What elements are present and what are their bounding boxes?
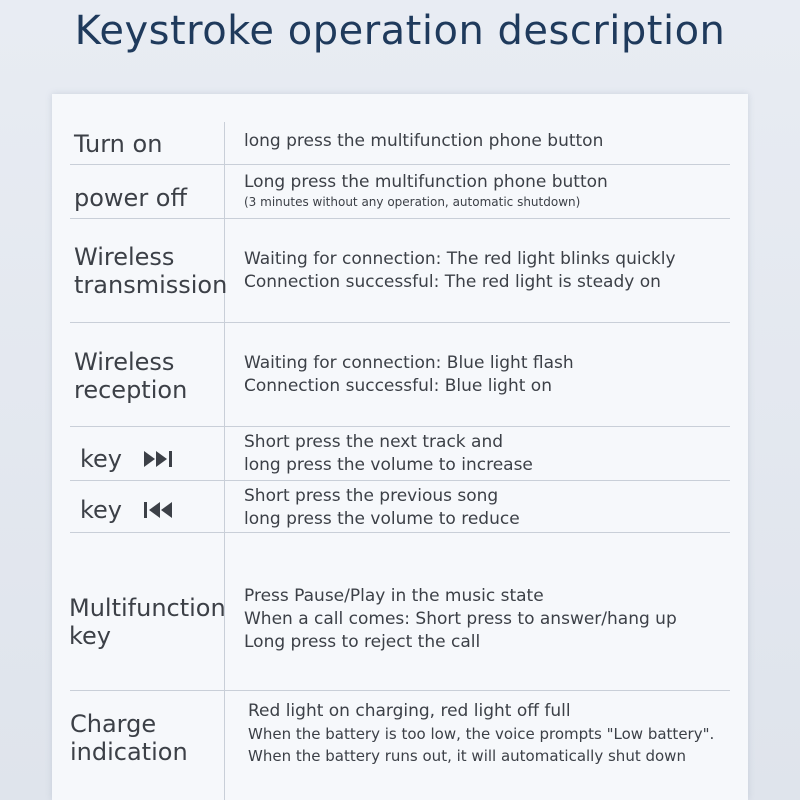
- label-wireless-reception: [74, 348, 187, 404]
- label-multifunction-key: [69, 594, 226, 650]
- label-line: transmission: [74, 271, 228, 299]
- desc-line: Short press the next track and: [244, 432, 504, 452]
- label-line: Charge: [70, 710, 157, 738]
- label-key-next: [80, 445, 176, 473]
- desc-line: Red light on charging, red light off full: [248, 701, 571, 721]
- key-label: key: [80, 445, 123, 473]
- label-line: key: [69, 622, 112, 650]
- label-key-previous: [80, 496, 176, 524]
- desc-line: Press Pause/Play in the music state: [244, 586, 544, 606]
- desc-line: long press the volume to reduce: [244, 509, 520, 529]
- desc-line: Connection successful: Blue light on: [244, 376, 552, 396]
- desc-wireless-transmission: [244, 248, 676, 294]
- desc-line: When a call comes: Short press to answer/hang up: [244, 609, 677, 629]
- desc-line: When the battery runs out, it will automatically shut down: [248, 747, 686, 765]
- row-divider: [70, 690, 730, 691]
- label-line: Wireless: [74, 348, 175, 376]
- desc-multifunction-key: [244, 585, 677, 654]
- label-line: Multifunction: [69, 594, 226, 622]
- column-divider: [224, 122, 225, 800]
- label-turn-on: Turn on: [74, 130, 163, 158]
- desc-wireless-reception: [244, 352, 574, 398]
- desc-line: long press the volume to increase: [244, 455, 533, 475]
- label-wireless-transmission: [74, 243, 227, 299]
- desc-line: Connection successful: The red light is steady on: [244, 272, 661, 292]
- desc-note: (3 minutes without any operation, automatic shutdown): [244, 195, 581, 209]
- key-label: key: [80, 496, 123, 524]
- desc-line: Long press the multifunction phone button: [244, 172, 608, 192]
- desc-line: Short press the previous song: [244, 486, 499, 506]
- desc-line: Long press to reject the call: [244, 632, 481, 652]
- page-title: Keystroke operation description: [74, 8, 726, 54]
- desc-line: Waiting for connection: The red light blinks quickly: [244, 249, 676, 269]
- label-charge-indication: [70, 710, 188, 766]
- desc-turn-on: [244, 130, 603, 153]
- previous-track-icon: [144, 501, 176, 519]
- row-divider: [70, 532, 730, 533]
- next-track-icon: [144, 450, 176, 468]
- desc-key-next: [244, 431, 533, 477]
- row-divider: [70, 218, 730, 219]
- row-divider: [70, 426, 730, 427]
- desc-key-previous: [244, 485, 520, 531]
- row-divider: [70, 164, 730, 165]
- label-line: reception: [74, 376, 188, 404]
- label-line: Wireless: [74, 243, 175, 271]
- desc-line: Waiting for connection: Blue light flash: [244, 353, 574, 373]
- row-divider: [70, 480, 730, 481]
- row-divider: [70, 322, 730, 323]
- desc-power-off: [244, 171, 608, 210]
- label-line: indication: [70, 738, 188, 766]
- desc-line: When the battery is too low, the voice prompts "Low battery".: [248, 725, 715, 743]
- desc-line: long press the multifunction phone button: [244, 131, 604, 151]
- desc-charge-indication: [248, 700, 714, 767]
- label-power-off: power off: [74, 184, 188, 212]
